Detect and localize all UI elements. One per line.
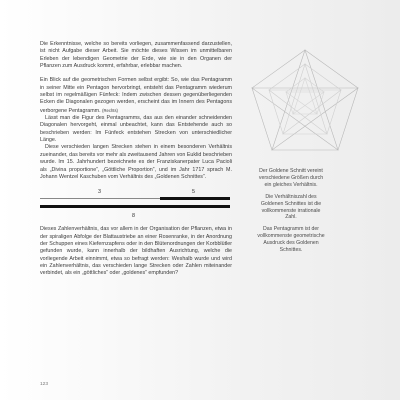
sidebar-notes xyxy=(256,168,326,259)
main-text-column xyxy=(40,41,232,278)
side-note-3: Das Pentagramm ist der vollkommenste geometrische Ausdruck des Goldenen Schnittes. xyxy=(257,226,325,254)
paragraph-plants-ratio: Dieses Zahlenverhältnis, das vor allem in der Organisation der Pflanzen, etwa in der spiraligen Abfolge der Blattaustriebe an einer Rosenranke, in der Anordnung der Schuppen eines Kiefernzapfens oder in den Blütenordnungen der Korbblütler gefunden wurde, kann innerhalb der bildhaften Ausrichtung, welche die vorliegende Arbeit einnimmt, etwa so befragt werden: Weshalb wurde und wird ein Zahlenverhältnis, das verschieden lange Strecken oder Zahlen miteinander verbindet, als ein „göttliches“ oder „goldenes“ empfunden? xyxy=(40,226,232,277)
pentagon-pentagram-diagram xyxy=(248,46,362,158)
paragraph-pentagram-text: Ein Blick auf die geometrischen Formen selbst ergibt: So, wie das Pentagramm in seiner Mitte ein Pentagon hervorbringt, entsteht das Pentagramm wiederum selbst im regelmäßigen Fünfeck: Indem zwischen dessen gegenüberliegenden Ecken die Diagonalen gezogen werden, erscheint das im Innern des Pentagons verborgene Pentagramm. xyxy=(40,77,232,114)
side-note-2: Die Verhältniszahl des Goldenen Schnittes ist die vollkommenste irrationale Zahl. xyxy=(260,193,322,221)
paragraph-golden-ratio-history: Diese verschieden langen Strecken stehen in einem besonderen Verhältnis zueinander, das bereits vor mehr als zweitausend Jahren von Euklid beschrieben wurde. Im 15. Jahrhundert bezeichnete es der Franziskanerpater Luca Pacioli als „Divina proportione“, „Göttliche Proportion“, und im Jahr 1717 sprach M. Johann Wentzel Kaschuben vom Verhältnis des „Goldenen Schnittes“. xyxy=(40,144,232,180)
paragraph-intro: Die Erkenntnisse, welche so bereits vorliegen, zusammenfassend darzustellen, ist nicht Aufgabe dieser Arbeit. Sie möchte dieses Wissen im unmittelbaren Erleben der lebendigen Geometrie der Erde, wie sie in den Organen der Pflanzen zum Ausdruck kommt, erfahrbar, erlebbar machen. xyxy=(40,41,232,70)
segment-line-total xyxy=(40,205,230,208)
segment-label-short: 3 xyxy=(98,189,101,196)
innermost-pentagram-lines xyxy=(286,78,324,114)
paragraph-diagonals: Lässt man die Figur des Pentagramms, das aus den einander schneidenden Diagonalen hervorgeht, einmal unbeachtet, kann das Entstehende auch so beschrieben werden: Im Fünfeck entstehen Strecken von unterschiedlicher Länge. xyxy=(40,115,232,144)
inner-pentagon-outline xyxy=(269,64,341,134)
reference-note: (Rechts) xyxy=(102,107,118,113)
segment-label-long: 5 xyxy=(192,189,195,196)
side-note-1: Der Goldene Schnitt vereint verschiedene Größen durch ein gleiches Verhältnis. xyxy=(258,168,324,188)
segment-label-total: 8 xyxy=(132,213,135,220)
page-number: 123 xyxy=(40,382,49,387)
segment-line-long xyxy=(160,197,230,200)
golden-section-figure xyxy=(40,187,232,221)
paragraph-pentagram xyxy=(40,77,232,115)
